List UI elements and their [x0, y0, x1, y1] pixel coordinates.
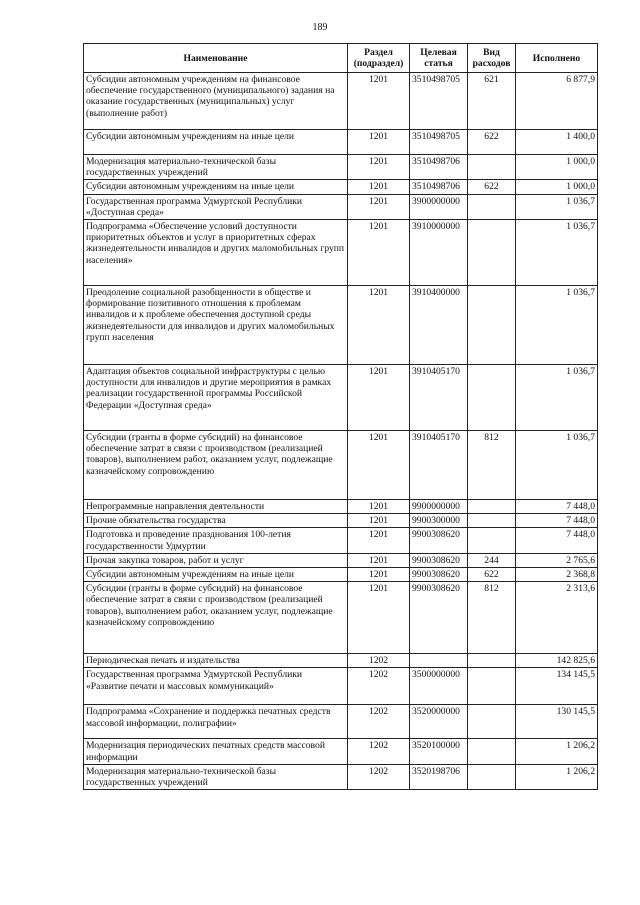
- row-kind: 812: [468, 582, 516, 654]
- row-name: Государственная программа Удмуртской Республики «Развитие печати и массовых коммуникаций»: [84, 668, 348, 705]
- row-kind: [468, 194, 516, 219]
- row-name: Подпрограмма «Сохранение и поддержка печатных средств массовой информации, полиграфии»: [84, 705, 348, 739]
- row-article: 3910405170: [410, 365, 468, 431]
- table-row: [84, 705, 598, 739]
- row-article: [410, 654, 468, 668]
- row-name: Субсидии автономным учреждениям на финансовое обеспечение государственного (муниципального) задания на оказание государственных (муниципальных) услуг (выполнение работ): [84, 73, 348, 130]
- table-row: [84, 286, 598, 365]
- row-section: 1202: [348, 654, 410, 668]
- row-article: 3910000000: [410, 220, 468, 286]
- row-name: Преодоление социальной разобщенности в обществе и формирование позитивного отношения к проблемам инвалидов и к проблеме обеспечения доступной среды жизнедеятельности для инвалидов и других маломобильных групп населения: [84, 286, 348, 365]
- row-section: 1202: [348, 668, 410, 705]
- table-row: [84, 365, 598, 431]
- row-section: 1202: [348, 705, 410, 739]
- row-kind: [468, 739, 516, 764]
- row-article: 3900000000: [410, 194, 468, 219]
- row-kind: [468, 668, 516, 705]
- row-amount: 6 877,9: [516, 73, 598, 130]
- header-section: Раздел (подраздел): [348, 44, 410, 73]
- row-kind: [468, 514, 516, 528]
- row-kind: [468, 705, 516, 739]
- row-article: 9900308620: [410, 568, 468, 582]
- row-amount: 7 448,0: [516, 500, 598, 514]
- row-kind: [468, 155, 516, 180]
- row-name: Модернизация материально-технической базы государственных учреждений: [84, 155, 348, 180]
- row-section: 1201: [348, 155, 410, 180]
- row-name: Субсидии автономным учреждениям на иные цели: [84, 568, 348, 582]
- row-article: 9900308620: [410, 528, 468, 553]
- row-article: 3520100000: [410, 739, 468, 764]
- table-row: [84, 553, 598, 567]
- budget-table: [83, 43, 598, 790]
- row-amount: 1 000,0: [516, 155, 598, 180]
- header-article: Целевая статья: [410, 44, 468, 73]
- row-kind: [468, 654, 516, 668]
- row-section: 1201: [348, 286, 410, 365]
- row-name: Модернизация периодических печатных средств массовой информации: [84, 739, 348, 764]
- row-kind: [468, 764, 516, 789]
- row-amount: 1 206,2: [516, 739, 598, 764]
- row-section: 1201: [348, 365, 410, 431]
- row-section: 1201: [348, 130, 410, 155]
- row-kind: 244: [468, 553, 516, 567]
- table-row: [84, 155, 598, 180]
- row-kind: 622: [468, 130, 516, 155]
- row-section: 1202: [348, 764, 410, 789]
- row-section: 1201: [348, 194, 410, 219]
- row-amount: 1 036,7: [516, 286, 598, 365]
- row-name: Субсидии (гранты в форме субсидий) на финансовое обеспечение затрат в связи с производством (реализацией товаров), выполнением работ, оказанием услуг, подлежащие казначейскому сопровождению: [84, 582, 348, 654]
- row-section: 1201: [348, 528, 410, 553]
- row-article: 3520000000: [410, 705, 468, 739]
- row-amount: 1 036,7: [516, 365, 598, 431]
- row-kind: [468, 528, 516, 553]
- table-header-row: [84, 44, 598, 73]
- row-amount: 2 368,8: [516, 568, 598, 582]
- row-article: 3510498706: [410, 180, 468, 194]
- header-kind: Вид расходов: [468, 44, 516, 73]
- row-name: Прочая закупка товаров, работ и услуг: [84, 553, 348, 567]
- table-row: [84, 582, 598, 654]
- row-article: 3510498705: [410, 130, 468, 155]
- row-section: 1201: [348, 568, 410, 582]
- row-section: 1201: [348, 73, 410, 130]
- row-name: Непрограммные направления деятельности: [84, 500, 348, 514]
- row-kind: 622: [468, 180, 516, 194]
- row-article: 3910405170: [410, 431, 468, 500]
- row-name: Прочие обязательства государства: [84, 514, 348, 528]
- row-article: 9900308620: [410, 582, 468, 654]
- row-amount: 1 000,0: [516, 180, 598, 194]
- row-amount: 2 313,6: [516, 582, 598, 654]
- row-article: 3500000000: [410, 668, 468, 705]
- row-name: Государственная программа Удмуртской Республики «Доступная среда»: [84, 194, 348, 219]
- row-amount: 2 765,6: [516, 553, 598, 567]
- row-article: 3510498705: [410, 73, 468, 130]
- row-amount: 1 400,0: [516, 130, 598, 155]
- row-kind: [468, 365, 516, 431]
- table-row: [84, 220, 598, 286]
- row-amount: 1 036,7: [516, 194, 598, 219]
- row-name: Периодическая печать и издательства: [84, 654, 348, 668]
- row-kind: [468, 220, 516, 286]
- row-amount: 7 448,0: [516, 514, 598, 528]
- row-article: 3910400000: [410, 286, 468, 365]
- table-row: [84, 739, 598, 764]
- row-kind: 812: [468, 431, 516, 500]
- row-amount: 1 036,7: [516, 220, 598, 286]
- row-name: Адаптация объектов социальной инфраструктуры с целью доступности для инвалидов и другие мероприятия в рамках реализации государственной программы Российской Федерации «Доступная среда»: [84, 365, 348, 431]
- row-name: Субсидии автономным учреждениям на иные цели: [84, 130, 348, 155]
- row-kind: [468, 500, 516, 514]
- row-name: Субсидии (гранты в форме субсидий) на финансовое обеспечение затрат в связи с производством (реализацией товаров), выполнением работ, оказанием услуг, подлежащие казначейскому сопровождению: [84, 431, 348, 500]
- row-kind: 622: [468, 568, 516, 582]
- table-row: [84, 668, 598, 705]
- header-name: Наименование: [84, 44, 348, 73]
- table-row: [84, 528, 598, 553]
- table-row: [84, 764, 598, 789]
- row-amount: 134 145,5: [516, 668, 598, 705]
- table-row: [84, 654, 598, 668]
- row-article: 3510498706: [410, 155, 468, 180]
- row-section: 1202: [348, 739, 410, 764]
- table-row: [84, 194, 598, 219]
- row-section: 1201: [348, 220, 410, 286]
- table-row: [84, 130, 598, 155]
- table-row: [84, 514, 598, 528]
- row-article: 3520198706: [410, 764, 468, 789]
- page-number: 189: [312, 22, 328, 33]
- table-row: [84, 180, 598, 194]
- row-name: Модернизация материально-технической базы государственных учреждений: [84, 764, 348, 789]
- row-section: 1201: [348, 180, 410, 194]
- table-row: [84, 431, 598, 500]
- table-row: [84, 500, 598, 514]
- row-amount: 1 206,2: [516, 764, 598, 789]
- row-section: 1201: [348, 500, 410, 514]
- row-name: Подпрограмма «Обеспечение условий доступности приоритетных объектов и услуг в приоритетных сферах жизнедеятельности инвалидов и других маломобильных групп населения»: [84, 220, 348, 286]
- table-row: [84, 568, 598, 582]
- header-amount: Исполнено: [516, 44, 598, 73]
- row-name: Субсидии автономным учреждениям на иные цели: [84, 180, 348, 194]
- row-article: 9900300000: [410, 514, 468, 528]
- row-kind: [468, 286, 516, 365]
- row-section: 1201: [348, 431, 410, 500]
- row-section: 1201: [348, 553, 410, 567]
- row-amount: 142 825,6: [516, 654, 598, 668]
- table-row: [84, 73, 598, 130]
- row-amount: 7 448,0: [516, 528, 598, 553]
- row-section: 1201: [348, 582, 410, 654]
- row-name: Подготовка и проведение празднования 100-летия государственности Удмуртии: [84, 528, 348, 553]
- row-kind: 621: [468, 73, 516, 130]
- row-amount: 1 036,7: [516, 431, 598, 500]
- row-amount: 130 145,5: [516, 705, 598, 739]
- row-article: 9900308620: [410, 553, 468, 567]
- row-article: 9900000000: [410, 500, 468, 514]
- row-section: 1201: [348, 514, 410, 528]
